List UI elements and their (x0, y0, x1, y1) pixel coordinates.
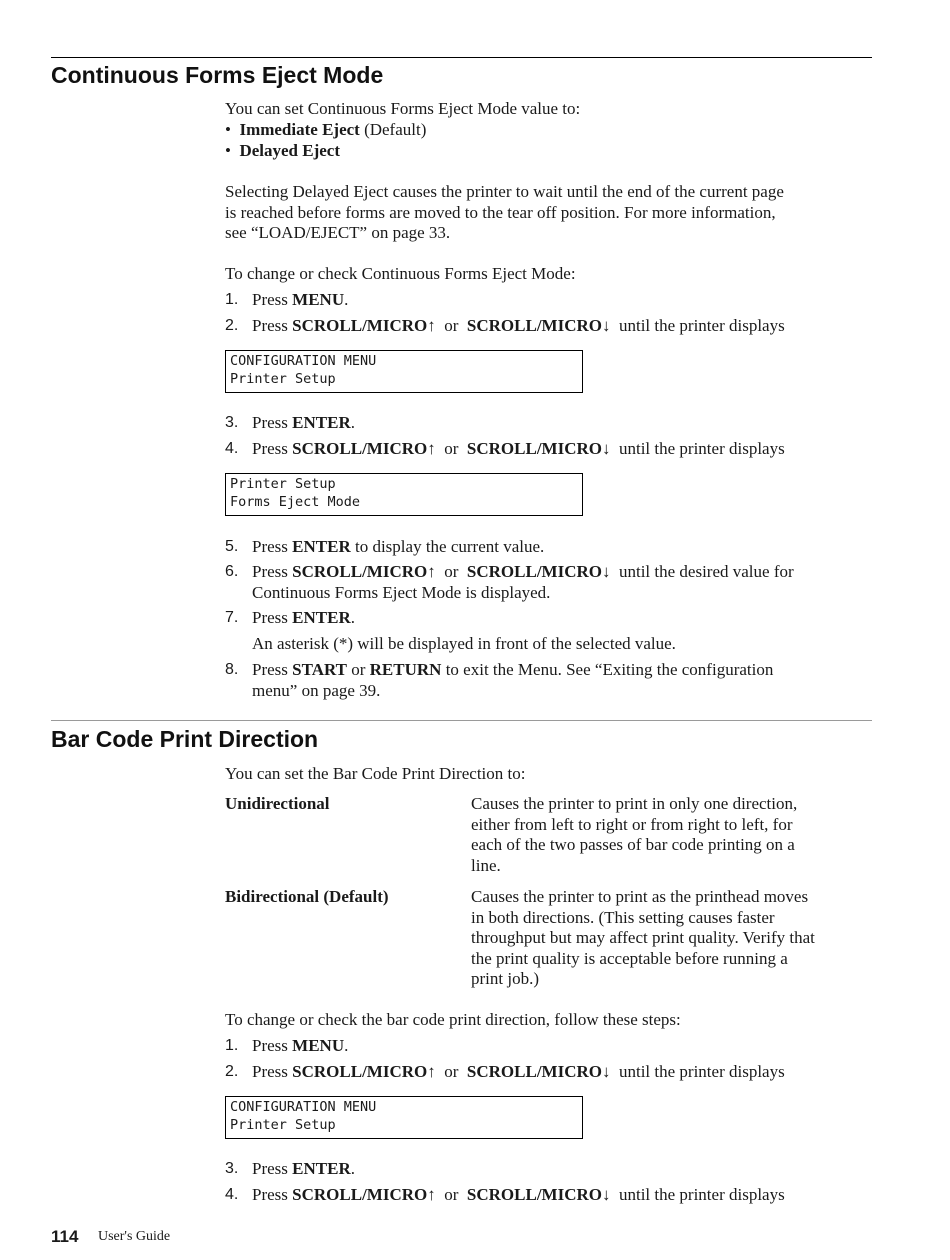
lcd-line: Printer Setup (230, 476, 336, 492)
step-text: Press SCROLL/MICRO↑ or SCROLL/MICRO↓ until the printer displays (252, 1185, 785, 1204)
lcd-line: Printer Setup (230, 1116, 336, 1133)
step-text: Press SCROLL/MICRO↑ or SCROLL/MICRO↓ until the desired value for (252, 562, 794, 581)
lcd-display (225, 1096, 583, 1139)
footer-label: User's Guide (98, 1229, 171, 1244)
step-text-continued: menu” on page 39. (252, 681, 381, 700)
paragraph-line: is reached before forms are moved to the tear off position. For more information, (225, 203, 776, 222)
list-item: • Delayed Eject (225, 141, 341, 160)
step-text: Press MENU. (252, 290, 349, 309)
step-number: 1. (225, 1037, 239, 1054)
step-text-continued: Continuous Forms Eject Mode is displayed. (252, 583, 551, 602)
step-number: 3. (225, 1160, 239, 1177)
step-text: Press ENTER. (252, 608, 355, 627)
step-text: Press START or RETURN to exit the Menu. See “Exiting the configuration (252, 660, 774, 679)
lcd-line: CONFIGURATION MENU (230, 353, 377, 369)
section-rule (51, 720, 872, 721)
paragraph-line: see “LOAD/EJECT” on page 33. (225, 223, 451, 242)
step-number: 1. (225, 291, 239, 308)
definition-term: Unidirectional (225, 794, 330, 813)
step-text: Press MENU. (252, 1036, 349, 1055)
step-number: 5. (225, 538, 239, 555)
step-number: 4. (225, 440, 239, 457)
change-intro-text: To change or check Continuous Forms Eject Mode: (225, 264, 576, 283)
section-title-forms-eject: Continuous Forms Eject Mode (51, 62, 384, 88)
step-text: Press SCROLL/MICRO↑ or SCROLL/MICRO↓ until the printer displays (252, 439, 785, 458)
definition-text: Causes the printer to print in only one direction, either from left to right or from right to left, for each of the two passes of bar code printing on a line. (471, 794, 798, 875)
step-number: 8. (225, 661, 239, 678)
step-number: 2. (225, 1063, 239, 1080)
step-number: 2. (225, 317, 239, 334)
lcd-line: Printer Setup (230, 370, 336, 387)
step-text: Press ENTER. (252, 413, 355, 432)
step-text: Press ENTER to display the current value. (252, 537, 545, 556)
step-text: Press SCROLL/MICRO↑ or SCROLL/MICRO↓ until the printer displays (252, 1062, 785, 1081)
definition-term: Bidirectional (Default) (225, 887, 389, 906)
step-number: 7. (225, 609, 239, 626)
step-number: 3. (225, 414, 239, 431)
step-text: Press ENTER. (252, 1159, 355, 1178)
lcd-line: CONFIGURATION MENU (230, 1099, 377, 1115)
list-item: • Immediate Eject (Default) (225, 120, 427, 139)
bullet-icon: • (225, 120, 231, 139)
step-note: An asterisk (*) will be displayed in front of the selected value. (252, 634, 676, 653)
lcd-display (225, 473, 583, 516)
definition-text: Causes the printer to print as the printhead moves in both directions. (This setting causes faster throughput but may affect print quality. Verify that the print quality is acceptable before running a print job.) (471, 887, 815, 989)
intro-text: You can set the Bar Code Print Direction to: (225, 764, 526, 783)
section-title-bar-code: Bar Code Print Direction (51, 726, 319, 752)
paragraph-line: Selecting Delayed Eject causes the printer to wait until the end of the current page (225, 182, 784, 201)
step-number: 4. (225, 1186, 239, 1203)
page-number: 114 (51, 1227, 79, 1246)
section-rule-top (51, 57, 872, 58)
lcd-display (225, 350, 583, 393)
lcd-line: Forms Eject Mode (230, 493, 361, 510)
bullet-icon: • (225, 141, 231, 160)
intro-text: You can set Continuous Forms Eject Mode value to: (225, 99, 581, 118)
step-number: 6. (225, 563, 239, 580)
step-text: Press SCROLL/MICRO↑ or SCROLL/MICRO↓ until the printer displays (252, 316, 785, 335)
change-intro-text: To change or check the bar code print direction, follow these steps: (225, 1010, 681, 1029)
